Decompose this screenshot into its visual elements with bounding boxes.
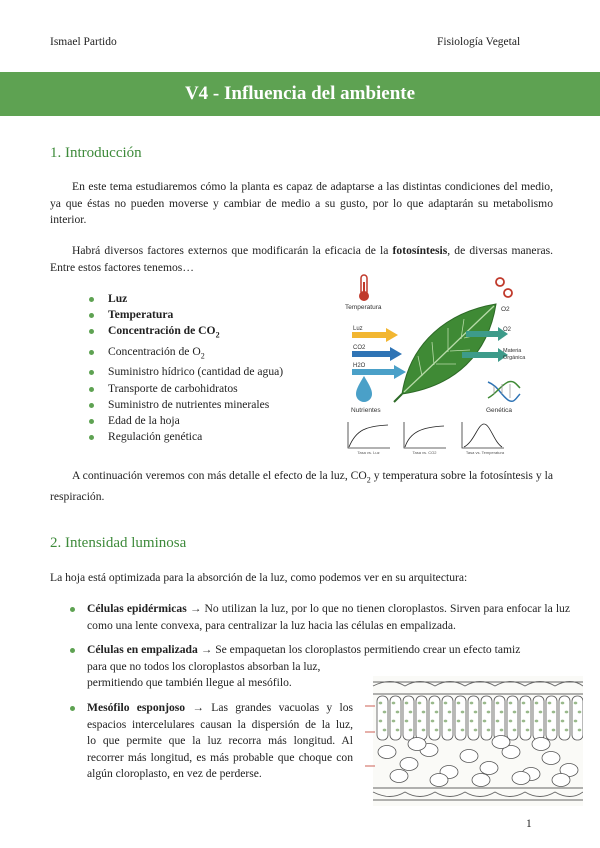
spongy-cell <box>480 762 498 775</box>
chloroplast <box>457 720 461 723</box>
text-mesofilo-3: lo que permite que la luz recorra más longitud. Al <box>87 734 353 747</box>
graph-temperatura <box>462 422 504 448</box>
chloroplast <box>574 720 578 723</box>
factor-label: Edad de la hoja <box>108 414 180 428</box>
palisade-cell <box>377 696 388 740</box>
chloroplast <box>565 711 569 714</box>
text-empalizada-2: para que no todos los cloroplastos absorban la luz, <box>87 659 321 673</box>
chloroplast <box>379 702 383 705</box>
palisade-cell <box>507 696 518 740</box>
spongy-cell <box>552 774 570 787</box>
palisade-cell <box>533 696 544 740</box>
chloroplast <box>539 729 543 732</box>
chloroplast <box>431 720 435 723</box>
chloroplast <box>379 720 383 723</box>
spongy-cell <box>430 774 448 787</box>
palisade-cell <box>572 696 583 740</box>
factor-item <box>86 429 283 445</box>
spongy-cell <box>512 772 530 785</box>
palisade-cell <box>481 696 492 740</box>
label-genetica: Genética <box>486 407 513 414</box>
chloroplast <box>474 711 478 714</box>
palisade-cell <box>520 696 531 740</box>
chloroplast <box>565 729 569 732</box>
list-item-mesofilo <box>70 700 353 783</box>
chloroplast <box>431 702 435 705</box>
chloroplast <box>383 729 387 732</box>
chloroplast <box>461 729 465 732</box>
bullet-icon <box>70 607 75 612</box>
spongy-cell <box>460 750 478 763</box>
factor-item <box>86 344 283 365</box>
palisade-cell <box>468 696 479 740</box>
factor-label: Suministro de nutrientes minerales <box>108 397 270 411</box>
chloroplast <box>444 702 448 705</box>
text-mesofilo-5: algún cloroplasto, en vez de perderse. <box>87 767 262 780</box>
chloroplast <box>548 720 552 723</box>
factors-paragraph-a: Habrá diversos factores externos que modificarán la eficacia de la <box>72 244 393 257</box>
factor-label: Temperatura <box>108 308 174 322</box>
factor-label: Concentración de O <box>108 344 201 358</box>
palisade-cell <box>559 696 570 740</box>
detail-paragraph <box>50 468 553 505</box>
spongy-cell <box>390 770 408 783</box>
chloroplast <box>435 729 439 732</box>
chloroplast <box>396 729 400 732</box>
palisade-cell <box>390 696 401 740</box>
label-luz: Luz <box>353 326 363 332</box>
chloroplast <box>448 711 452 714</box>
detail-paragraph-a: A continuación veremos con más detalle el efecto de la luz, CO <box>72 469 367 482</box>
chloroplast <box>409 729 413 732</box>
intro-paragraph: En este tema estudiaremos cómo la planta es capaz de adaptarse a las distintas condiciones del medio, ya que éstas no pueden moverse y cambiar de medio a su gusto, por lo que adaptarán su metabolismo interior. <box>50 180 553 226</box>
chloroplast <box>487 711 491 714</box>
list-item-epidermicas <box>70 601 570 634</box>
chloroplast <box>435 711 439 714</box>
architecture-intro: La hoja está optimizada para la absorción de la luz, como podemos ver en su arquitectura: <box>50 571 468 584</box>
header-subject: Fisiología Vegetal <box>437 36 521 48</box>
title-banner: V4 - Influencia del ambiente <box>0 72 600 116</box>
factor-item <box>86 413 283 429</box>
palisade-cell <box>442 696 453 740</box>
factor-label: Suministro hídrico (cantidad de agua) <box>108 365 284 379</box>
bullet-icon <box>70 648 75 653</box>
factor-item <box>86 307 283 323</box>
label-nutrientes: Nutrientes <box>351 407 381 414</box>
text-epidermicas-2: enfocar la luz como una lente convexa, para centralizar la luz hacia las células en empalizada. <box>87 602 570 632</box>
chloroplast <box>552 711 556 714</box>
graph-luz <box>348 422 390 448</box>
factor-subscript: 2 <box>215 330 220 340</box>
factors-paragraph-b: , de diversas maneras. Entre estos factores tenemos… <box>50 244 553 274</box>
chloroplast <box>509 702 513 705</box>
label-co2: CO2 <box>353 345 366 351</box>
chloroplast <box>539 711 543 714</box>
chloroplast <box>522 702 526 705</box>
label-temperatura: Temperatura <box>345 304 382 311</box>
chloroplast <box>496 720 500 723</box>
fotosintesis-term: fotosíntesis <box>392 244 448 257</box>
spongy-cell <box>400 758 418 771</box>
palisade-cell <box>546 696 557 740</box>
chloroplast <box>578 711 582 714</box>
chloroplast <box>513 711 517 714</box>
chloroplast <box>526 711 530 714</box>
factor-label: Concentración de CO <box>108 324 216 338</box>
text-mesofilo-1: Las grandes vacuolas y los <box>211 701 354 714</box>
text-mesofilo-4: recorrer más longitud, es más probable que choque con <box>87 750 353 764</box>
factor-label: Regulación genética <box>108 430 203 444</box>
chloroplast <box>392 702 396 705</box>
chloroplast <box>578 729 582 732</box>
leaf-factors-figure <box>338 272 546 452</box>
chloroplast <box>405 702 409 705</box>
o2-molecule-icon <box>496 278 512 297</box>
chloroplast <box>500 711 504 714</box>
term-epidermicas: Células epidérmicas <box>87 602 187 615</box>
chloroplast <box>422 729 426 732</box>
chloroplast <box>448 729 452 732</box>
chloroplast <box>487 729 491 732</box>
chloroplast <box>500 729 504 732</box>
spongy-cell <box>472 774 490 787</box>
arrow-empalizada: → <box>197 643 216 656</box>
chloroplast <box>483 720 487 723</box>
chloroplast <box>392 720 396 723</box>
chloroplast <box>457 702 461 705</box>
chloroplast <box>405 720 409 723</box>
term-empalizada: Células en empalizada <box>87 643 198 656</box>
text-epidermicas-1: No utilizan la luz, por lo que no tienen cloroplastos. Sirven para <box>204 602 504 615</box>
water-drop-icon <box>356 376 372 402</box>
chloroplast <box>383 711 387 714</box>
text-empalizada-1: Se empaquetan los cloroplastos permitiendo crear un efecto tamiz <box>215 643 521 656</box>
graph-co2 <box>404 422 446 448</box>
spongy-cell <box>542 752 560 765</box>
palisade-cell <box>494 696 505 740</box>
factor-subscript: 2 <box>200 351 205 361</box>
chloroplast <box>535 702 539 705</box>
factor-label: Transporte de carbohidratos <box>108 381 238 395</box>
header-author: Ismael Partido <box>50 36 117 48</box>
chloroplast <box>548 702 552 705</box>
chloroplast <box>496 702 500 705</box>
chloroplast <box>418 720 422 723</box>
chloroplast <box>418 702 422 705</box>
chloroplast <box>444 720 448 723</box>
spongy-cell <box>408 738 426 751</box>
chloroplast <box>422 711 426 714</box>
factor-item <box>86 323 283 344</box>
chloroplast <box>574 702 578 705</box>
term-mesofilo: Mesófilo esponjoso <box>87 701 186 714</box>
chloroplast <box>552 729 556 732</box>
detail-paragraph-b: y temperatura sobre la fotosíntesis y la respiración. <box>50 469 553 503</box>
chloroplast <box>470 702 474 705</box>
chloroplast <box>561 720 565 723</box>
graph-caption-co2: Tasa vs. CO2 <box>412 450 437 455</box>
text-empalizada-3: permitiendo que también llegue al mesófilo. <box>87 676 292 689</box>
spongy-cell <box>492 736 510 749</box>
chloroplast <box>522 720 526 723</box>
page-number: 1 <box>526 818 532 830</box>
label-o2-top: O2 <box>501 306 510 313</box>
thermometer-icon <box>359 275 369 301</box>
spongy-cell <box>532 738 550 751</box>
spongy-cell <box>378 746 396 759</box>
chloroplast <box>561 702 565 705</box>
palisade-cell <box>403 696 414 740</box>
bullet-icon <box>70 706 75 711</box>
chloroplast <box>409 711 413 714</box>
palisade-cell <box>429 696 440 740</box>
detail-paragraph-sub: 2 <box>366 475 371 485</box>
chloroplast <box>483 702 487 705</box>
palisade-cell <box>416 696 427 740</box>
chloroplast <box>461 711 465 714</box>
chloroplast <box>535 720 539 723</box>
factor-item <box>86 291 283 307</box>
label-materia: Materia <box>503 348 522 354</box>
chloroplast <box>470 720 474 723</box>
dna-icon <box>488 381 520 401</box>
label-h2o: H2O <box>353 363 366 369</box>
chloroplast <box>526 729 530 732</box>
graph-caption-temperatura: Tasa vs. Temperatura <box>465 450 505 455</box>
chloroplast <box>509 720 513 723</box>
factor-label: Luz <box>108 292 128 305</box>
chloroplast <box>396 711 400 714</box>
chloroplast <box>513 729 517 732</box>
text-mesofilo-2: espacios intercelulares causan la dispersión de la luz, <box>87 717 353 731</box>
factor-item <box>86 364 283 380</box>
arrow-mesofilo: → <box>185 701 212 714</box>
factor-item <box>86 381 283 397</box>
palisade-cell <box>455 696 466 740</box>
chloroplast <box>474 729 478 732</box>
section-heading-intensidad: 2. Intensidad luminosa <box>50 535 187 551</box>
arrow-epidermicas: → <box>186 602 205 615</box>
factor-item <box>86 397 283 413</box>
leaf-cross-section-figure <box>365 676 583 806</box>
label-organica: Orgánica <box>503 355 526 361</box>
label-o2-out: O2 <box>503 327 512 333</box>
section-heading-introduccion: 1. Introducción <box>50 145 142 161</box>
factors-list <box>86 291 283 445</box>
graph-caption-luz: Tasa vs. Luz <box>357 450 380 455</box>
